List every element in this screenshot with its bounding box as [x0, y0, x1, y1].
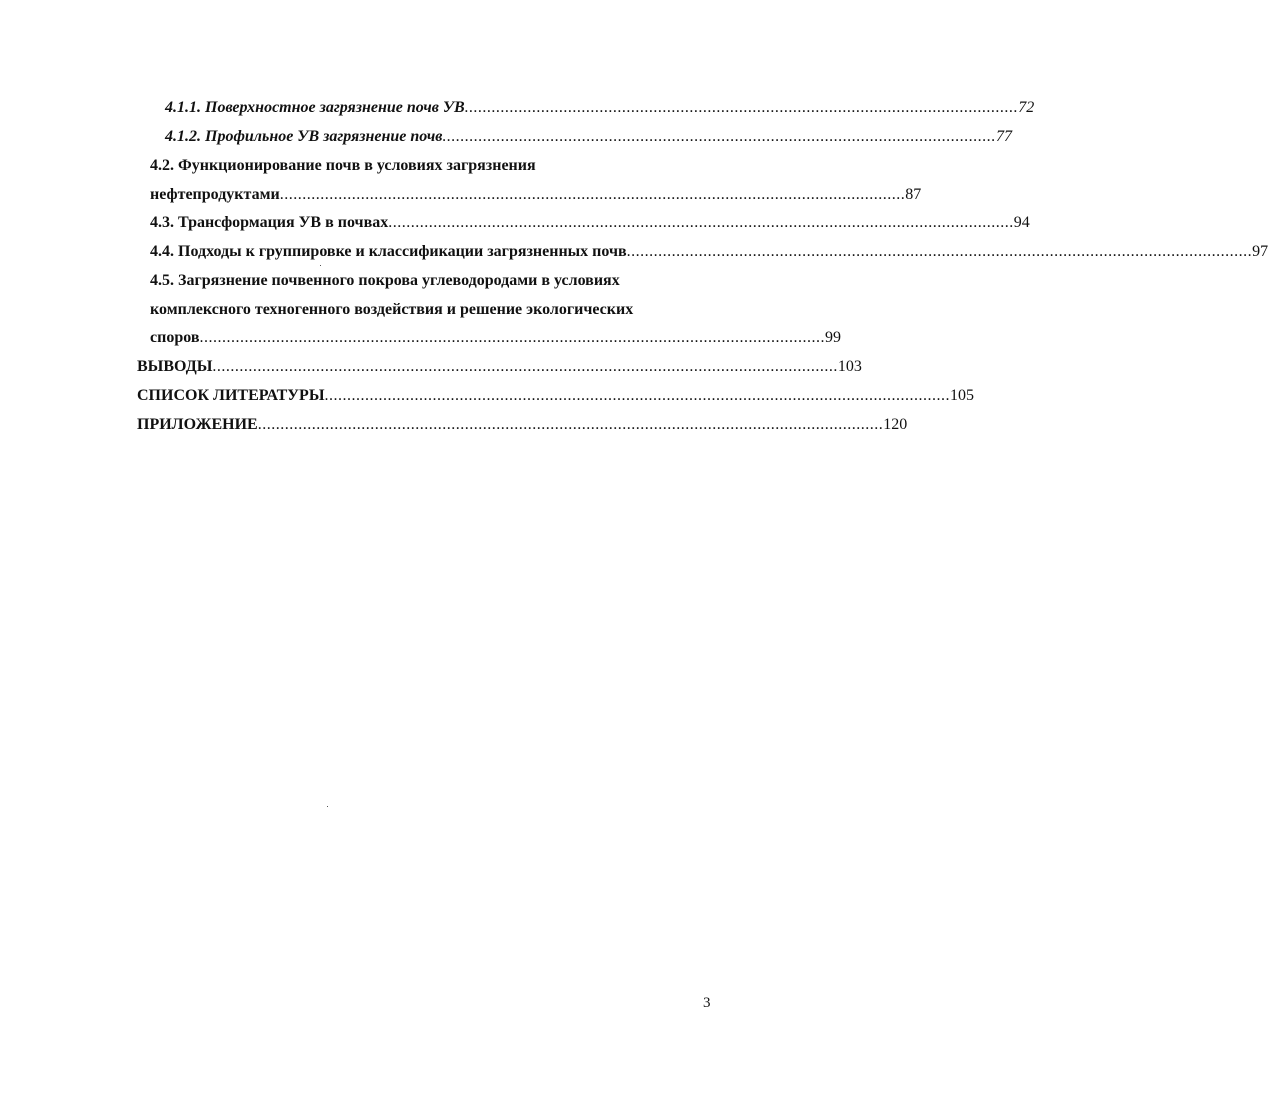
toc-entry-4-5-cont-2: споров ........................................................................................................................................... 99	[150, 329, 841, 346]
toc-entry-4-5: 4.5. Загрязнение почвенного покрова углеводородами в условиях	[150, 272, 620, 289]
scan-speck	[327, 806, 328, 807]
toc-entry-references: СПИСОК ЛИТЕРАТУРЫ ........................................................................................................................................... 105	[137, 387, 975, 404]
scan-speck	[320, 265, 321, 266]
toc-entry-4-2-cont: нефтепродуктами ........................................................................................................................................... 87	[150, 186, 922, 203]
toc-entry-4-1-2: 4.1.2. Профильное УВ загрязнение почв ........................................................................................................................... 77	[165, 128, 1012, 145]
toc-entry-4-2: 4.2. Функционирование почв в условиях загрязнения	[150, 157, 536, 174]
toc-entry-4-1-1: 4.1.1. Поверхностное загрязнение почв УВ ........................................................................................................................... 72	[165, 99, 1035, 116]
page-number: 3	[703, 995, 711, 1011]
toc-entry-appendix: ПРИЛОЖЕНИЕ ........................................................................................................................................... 120	[137, 416, 908, 433]
toc-entry-conclusions: ВЫВОДЫ ........................................................................................................................................... 103	[137, 358, 862, 375]
toc-entry-4-5-cont-1: комплексного техногенного воздействия и решение экологических	[150, 301, 634, 318]
toc-entry-4-3: 4.3. Трансформация УВ в почвах ........................................................................................................................................... 94	[150, 214, 1030, 231]
toc-entry-4-4: 4.4. Подходы к группировке и классификации загрязненных почв ........................................................................................................................................... 97	[150, 243, 1268, 260]
